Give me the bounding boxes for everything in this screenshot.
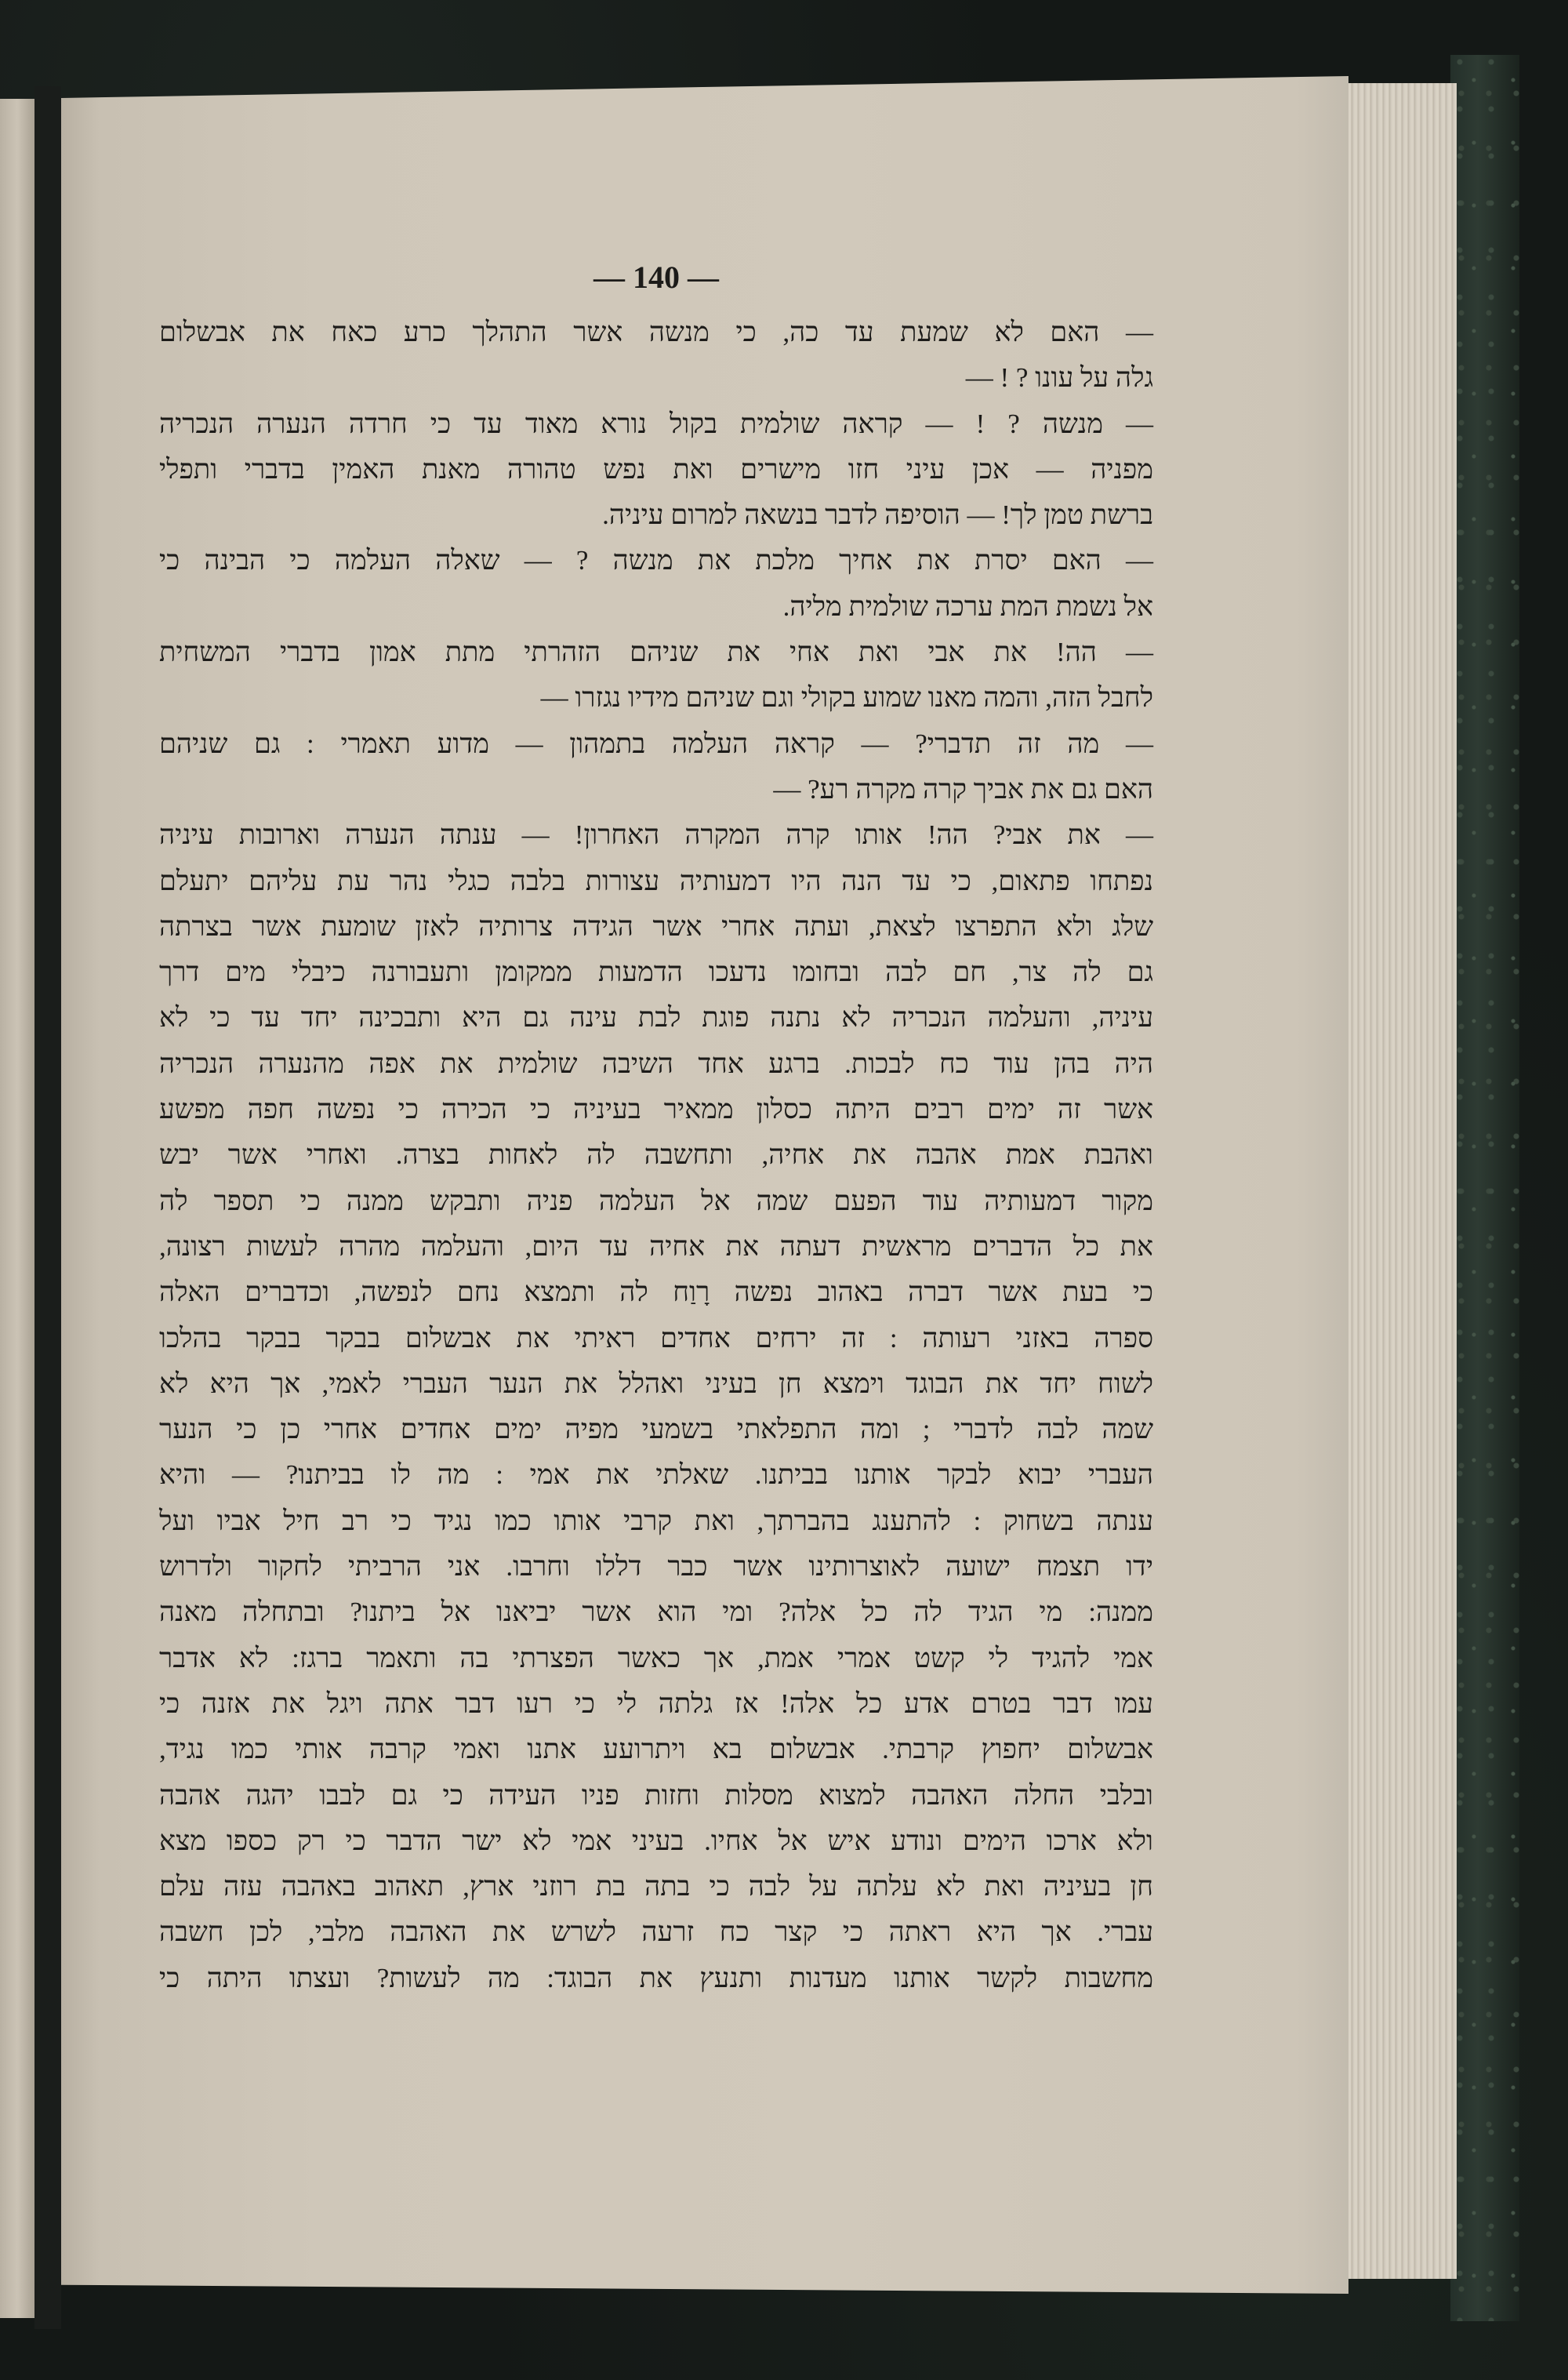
page-number: — 140 — (593, 260, 719, 295)
text-line: — את אבי? הה! אותו קרה המקרה האחרון! — ענתה הנערה וארובות עיניה (159, 819, 1153, 851)
text-line: ובלבי החלה האהבה למצוא מסלות וחזות פניו העידה כי גם לבבו יהגה אהבה (159, 1779, 1153, 1811)
page-stack-fore-edge (1342, 83, 1457, 2279)
text-line: מפניה — אכן עיני חזו מישרים ואת נפש טהורה מאנת האמין בדברי ותפלי (159, 453, 1153, 485)
text-line: חן בעיניה ואת לא עלתה על לבה כי בתה בת רוזני ארץ, תאהוב באהבה עזה עלם (159, 1871, 1153, 1902)
text-line: מקור דמעותיה עוד הפעם שמה אל העלמה פניה ותבקש ממנה כי תספר לה (159, 1185, 1153, 1216)
text-line: כי בעת אשר דברה באהוב נפשה רָוַח לה ותמצא נחם לנפשה, וכדברים האלה (159, 1277, 1153, 1308)
text-line: את כל הדברים מראשית דעתה את אחיה עד היום, והעלמה מהרה לעשות רצונה, (159, 1230, 1153, 1262)
text-line: — הה! את אבי ואת אחי את שניהם הזהרתי מתת אמון בדברי המשחית (159, 637, 1153, 668)
text-line: — מה זה תדברי? — קראה העלמה בתמהון — מדוע תאמרי : גם שניהם (159, 728, 1153, 759)
text-line: האם גם את אביך קרה מקרה רע? — (773, 773, 1153, 805)
text-line: עברי. אך היא ראתה כי קצר כח זרעה לשרש את האהבה מלבי, לכן חשבה (159, 1917, 1153, 1948)
text-line: מחשבות לקשר אותנו מעדנות ותנעץ את הבוגד: מה לעשות? ועצתו היתה כי (159, 1962, 1153, 1993)
text-line: — האם לא שמעת עד כה, כי מנשה אשר התהלך כרע כאח את אבשלום (159, 317, 1153, 347)
page-body-text (159, 310, 1153, 2001)
book-cover-edge (1450, 55, 1519, 2321)
text-line: עיניה, והעלמה הנכריה לא נתנה פוגת לבת עינה גם היא ותבכינה יחד עד כי לא (159, 1002, 1153, 1034)
previous-page-edge (0, 99, 34, 2318)
text-line: ולא ארכו הימים ונודע איש אל אחיו. בעיני אמי לא ישר הדבר כי רק כספו מצא (159, 1825, 1153, 1856)
text-line: — מנשה ? ! — קראה שולמית בקול נורא מאוד עד כי חרדה הנערה הנכריה (159, 408, 1153, 439)
text-line: אבשלום יחפוץ קרבתי. אבשלום בא ויתרועע אתנו ואמי קרבה אותי כמו נגיד, (159, 1734, 1153, 1765)
text-line: לשוח יחד את הבוגד וימצא חן בעיני ואהלל את הנער העברי לאמי, אך היא לא (159, 1368, 1153, 1399)
text-line: ידו תצמח ישועה לאוצרותינו אשר כבר דללו וחרבו. אני הרביתי לחקור ולדרוש (159, 1551, 1153, 1582)
text-line: לחבל הזה, והמה מאנו שמוע בקולי וגם שניהם מידיו נגזרו — (540, 682, 1153, 714)
text-line: גם לה צר, חם לבה ובחומו נדעכו הדמעות ממקומן ותעבורנה כיבלי מים דרך (159, 957, 1153, 988)
text-line: אמי להגיד לי קשט אמרי אמת, אך כאשר הפצרתי בה ותאמר ברגז: לא אדבר (159, 1642, 1153, 1673)
text-line: אל נשמת המת ערכה שולמית מליה. (782, 590, 1153, 622)
text-line: נפתחו פתאום, כי עד הנה היו דמעותיה עצורות בלבה כגלי נהר עת עליהם יתעלם (159, 865, 1153, 896)
text-line: ספרה באזני רעותה : זה ירחים אחדים ראיתי את אבשלום בבקר בבקר בהלכו (159, 1322, 1153, 1354)
text-line: — האם יסרת את אחיך מלכת את מנשה ? — שאלה העלמה כי הבינה כי (159, 545, 1153, 576)
text-line: גלה על עונו ? ! — (965, 362, 1153, 394)
text-line: שלג ולא התפרצו לצאת, ועתה אחרי אשר הגידה צרותיה לאזן שומעת אשר בצרתה (159, 910, 1153, 942)
text-line: ברשת טמן לך! — הוסיפה לדבר בנשאה למרום עיניה. (602, 500, 1153, 531)
text-line: ואהבת אמת אהבה את אחיה, ותחשבה לה לאחות בצרה. ואחרי אשר יבש (159, 1139, 1153, 1171)
text-line: היה בהן עוד כח לבכות. ברגע אחד השיבה שולמית את אפה מהנערה הנכריה (159, 1048, 1153, 1079)
text-line: ממנה: מי הגיד לה כל אלה? ומי הוא אשר יביאנו אל ביתנו? ובתחלה מאנה (159, 1597, 1153, 1628)
book-gutter (34, 86, 61, 2329)
text-line: ענתה בשחוק : להתענג בהברתך, ואת קרבי אותו כמו נגיד כי רב חיל אביו ועל (159, 1505, 1153, 1536)
text-line: עמו דבר בטרם אדע כל אלה! אז גלתה לי כי רעו דבר אתה ויגל את אזנה כי (159, 1688, 1153, 1719)
text-line: אשר זה ימים רבים היתה כסלון ממאיר בעיניה כי הכירה כי נפשה חפה מפשע (159, 1094, 1153, 1125)
text-line: העברי יבוא לבקר אותנו בביתנו. שאלתי את אמי : מה לו בביתנו? — והיא (159, 1459, 1153, 1491)
text-line: שמה לבה לדברי ; ומה התפלאתי בשמעי מפיה ימים אחדים אחרי כן כי הנער (159, 1414, 1153, 1445)
